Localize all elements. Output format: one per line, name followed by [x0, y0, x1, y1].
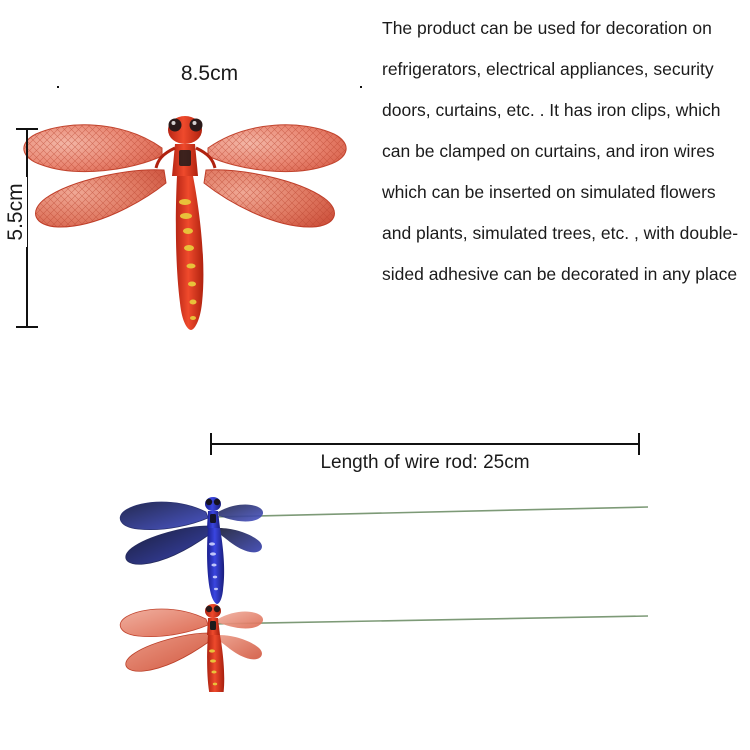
- width-dimension-label: 8.5cm: [173, 62, 246, 85]
- wire-rod-red: [212, 616, 648, 624]
- wing-upper-right: [208, 125, 346, 172]
- dragonfly-illustration: [12, 98, 362, 358]
- blue-dragonfly-on-wire-rod: [120, 497, 648, 604]
- height-dimension-label: 5.5cm: [4, 177, 27, 246]
- width-dimension: [57, 62, 362, 98]
- dragonfly-body: [156, 116, 215, 330]
- width-dimension-label-wrap: [57, 62, 362, 86]
- product-description-text: The product can be used for decoration on refrigerators, electrical appliances, security doors, curtains, etc. . It has iron clips, which can be clamped on curtains, and iron wires which can be inserted on simulated flowers and plants, simulated trees, etc. , with double-sided adhesive can be decorated in any place: [382, 18, 739, 284]
- red-dragonfly-decoration-photo: [12, 98, 362, 358]
- height-dimension-cap-top: [16, 128, 38, 130]
- red-dragonfly-on-wire-rod: [120, 604, 648, 692]
- dragonflies-on-rods: [100, 482, 660, 692]
- eye-right: [190, 119, 203, 132]
- height-dimension-cap-bottom: [16, 326, 38, 328]
- height-dimension-label-wrap: [4, 142, 28, 282]
- wing-lower-left: [36, 170, 166, 227]
- product-description: [382, 8, 742, 295]
- wire-rod-section: [0, 404, 750, 750]
- rod-dragonflies-illustration: [100, 482, 660, 692]
- wing-lower-right: [204, 170, 334, 227]
- rod-dimension-line: [210, 443, 640, 445]
- rod-length-label: Length of wire rod: 25cm: [320, 452, 530, 473]
- height-dimension: [4, 128, 48, 328]
- eye-left: [169, 119, 182, 132]
- wire-rod-blue: [212, 507, 648, 517]
